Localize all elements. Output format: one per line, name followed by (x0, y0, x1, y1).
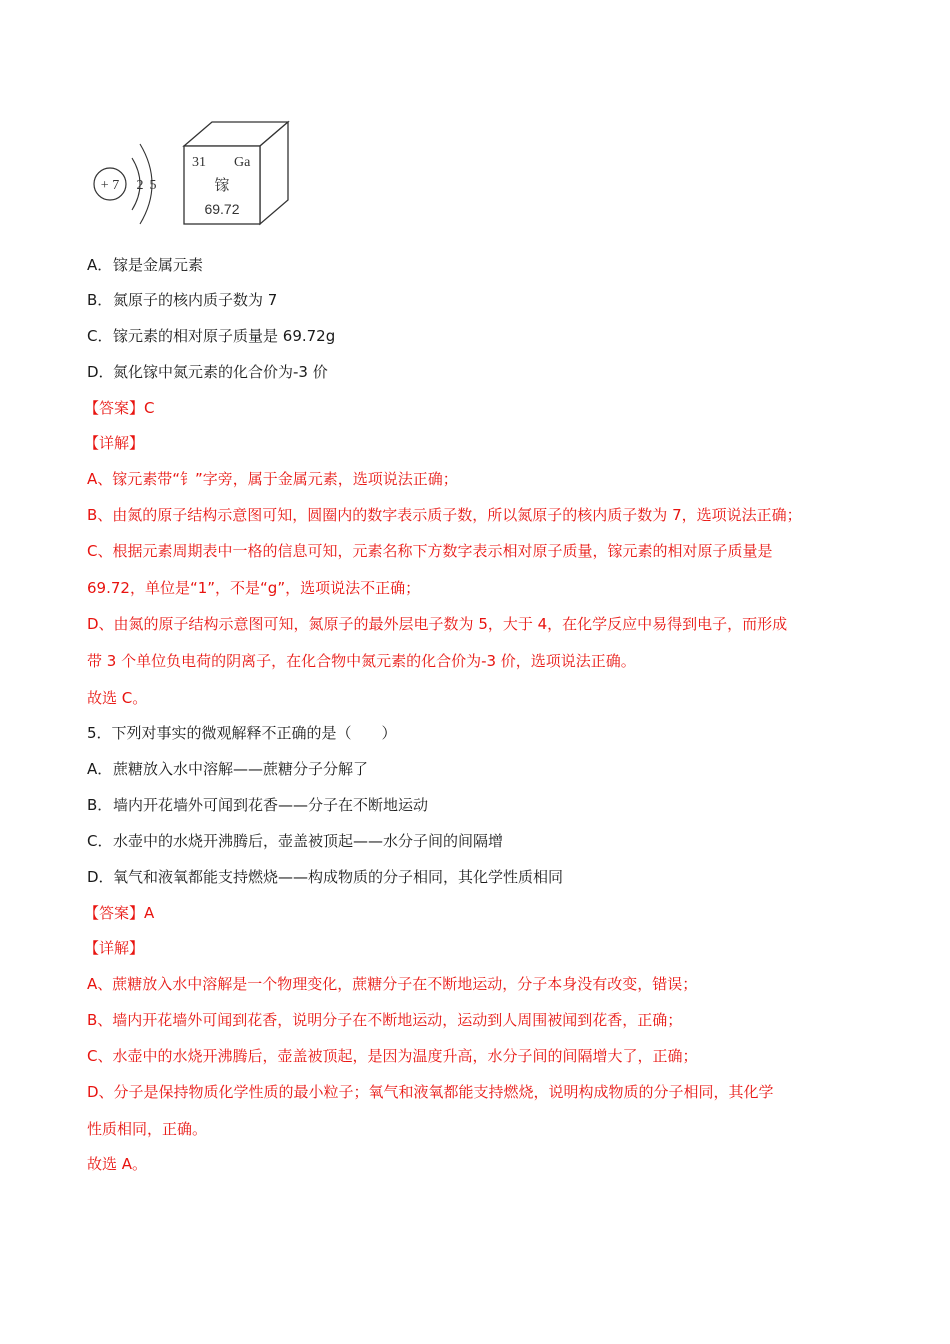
option-text: 镓是金属元素 (113, 256, 204, 274)
option-text: 氮原子的核内质子数为 7 (113, 291, 278, 309)
chemistry-figure (88, 118, 298, 230)
q4-explanation-line: 带 3 个单位负电荷的阴离子，在化合物中氮元素的化合价为-3 价，选项说法正确。 (87, 652, 636, 670)
q4-option-d (87, 362, 328, 382)
q5-explanation-line: A、蔗糖放入水中溶解是一个物理变化，蔗糖分子在不断地运动，分子本身没有改变，错误； (87, 975, 698, 993)
q4-explanation-line: B、由氮的原子结构示意图可知，圆圈内的数字表示质子数，所以氮原子的核内质子数为 7，选项说法正确； (87, 506, 802, 524)
option-text: 氧气和液氧都能支持燃烧——构成物质的分子相同，其化学性质相同 (113, 868, 564, 886)
q5-explanation-line: B、墙内开花墙外可闻到花香，说明分子在不断地运动，运动到人周围被闻到花香，正确； (87, 1011, 683, 1029)
q4-option-b (87, 290, 277, 310)
atomic-number: 31 (192, 155, 206, 170)
q4-detail-heading: 【详解】 (84, 434, 145, 452)
atom-and-element-diagram (88, 118, 298, 230)
shell-1-electrons: 2 (136, 178, 144, 193)
shell-2-electrons: 5 (149, 178, 157, 193)
q5-answer: 【答案】A (84, 904, 155, 922)
q4-explanation-line: D、由氮的原子结构示意图可知，氮原子的最外层电子数为 5，大于 4，在化学反应中易得到电子，而形成 (87, 615, 788, 633)
option-label: C． (87, 832, 113, 850)
q4-conclusion: 故选 C。 (87, 689, 148, 707)
element-name: 镓 (214, 176, 230, 194)
option-label: A． (87, 760, 113, 778)
q5-option-d (87, 867, 563, 887)
q4-explanation-line: 69.72，单位是“1”，不是“g”，选项说法不正确； (87, 579, 421, 597)
element-symbol: Ga (234, 155, 251, 170)
option-label: D． (87, 363, 114, 381)
option-text: 氮化镓中氮元素的化合价为-3 价 (113, 363, 328, 381)
q5-detail-heading: 【详解】 (84, 939, 145, 957)
q5-option-c (87, 831, 503, 851)
option-text: 墙内开花墙外可闻到花香——分子在不断地运动 (113, 796, 429, 814)
option-label: D． (87, 868, 114, 886)
atomic-mass: 69.72 (204, 201, 240, 217)
option-label: C． (87, 327, 113, 345)
q4-answer: 【答案】C (84, 399, 155, 417)
option-label: B． (87, 796, 113, 814)
q4-explanation-line: A、镓元素带“钅”字旁，属于金属元素，选项说法正确； (87, 470, 458, 488)
q5-stem: 5．下列对事实的微观解释不正确的是（ ） (87, 724, 397, 742)
option-text: 水壶中的水烧开沸腾后，壶盖被顶起——水分子间的间隔增 (113, 832, 504, 850)
q4-option-a (87, 255, 203, 275)
q5-conclusion: 故选 A。 (87, 1155, 148, 1173)
option-text: 镓元素的相对原子质量是 69.72g (113, 327, 336, 345)
q4-explanation-line: C、根据元素周期表中一格的信息可知，元素名称下方数字表示相对原子质量，镓元素的相对原子质量是 (87, 542, 773, 560)
nucleus-charge: + 7 (100, 178, 120, 193)
option-text: 蔗糖放入水中溶解——蔗糖分子分解了 (113, 760, 369, 778)
q4-option-c (87, 326, 335, 346)
q5-option-b (87, 795, 428, 815)
option-label: B． (87, 291, 113, 309)
q5-explanation-line: D、分子是保持物质化学性质的最小粒子；氧气和液氧都能支持燃烧，说明构成物质的分子相同，其化学 (87, 1083, 774, 1101)
q5-option-a (87, 759, 368, 779)
q5-explanation-line: C、水壶中的水烧开沸腾后，壶盖被顶起，是因为温度升高，水分子间的间隔增大了，正确； (87, 1047, 698, 1065)
q5-explanation-line: 性质相同，正确。 (87, 1120, 208, 1138)
option-label: A． (87, 256, 113, 274)
